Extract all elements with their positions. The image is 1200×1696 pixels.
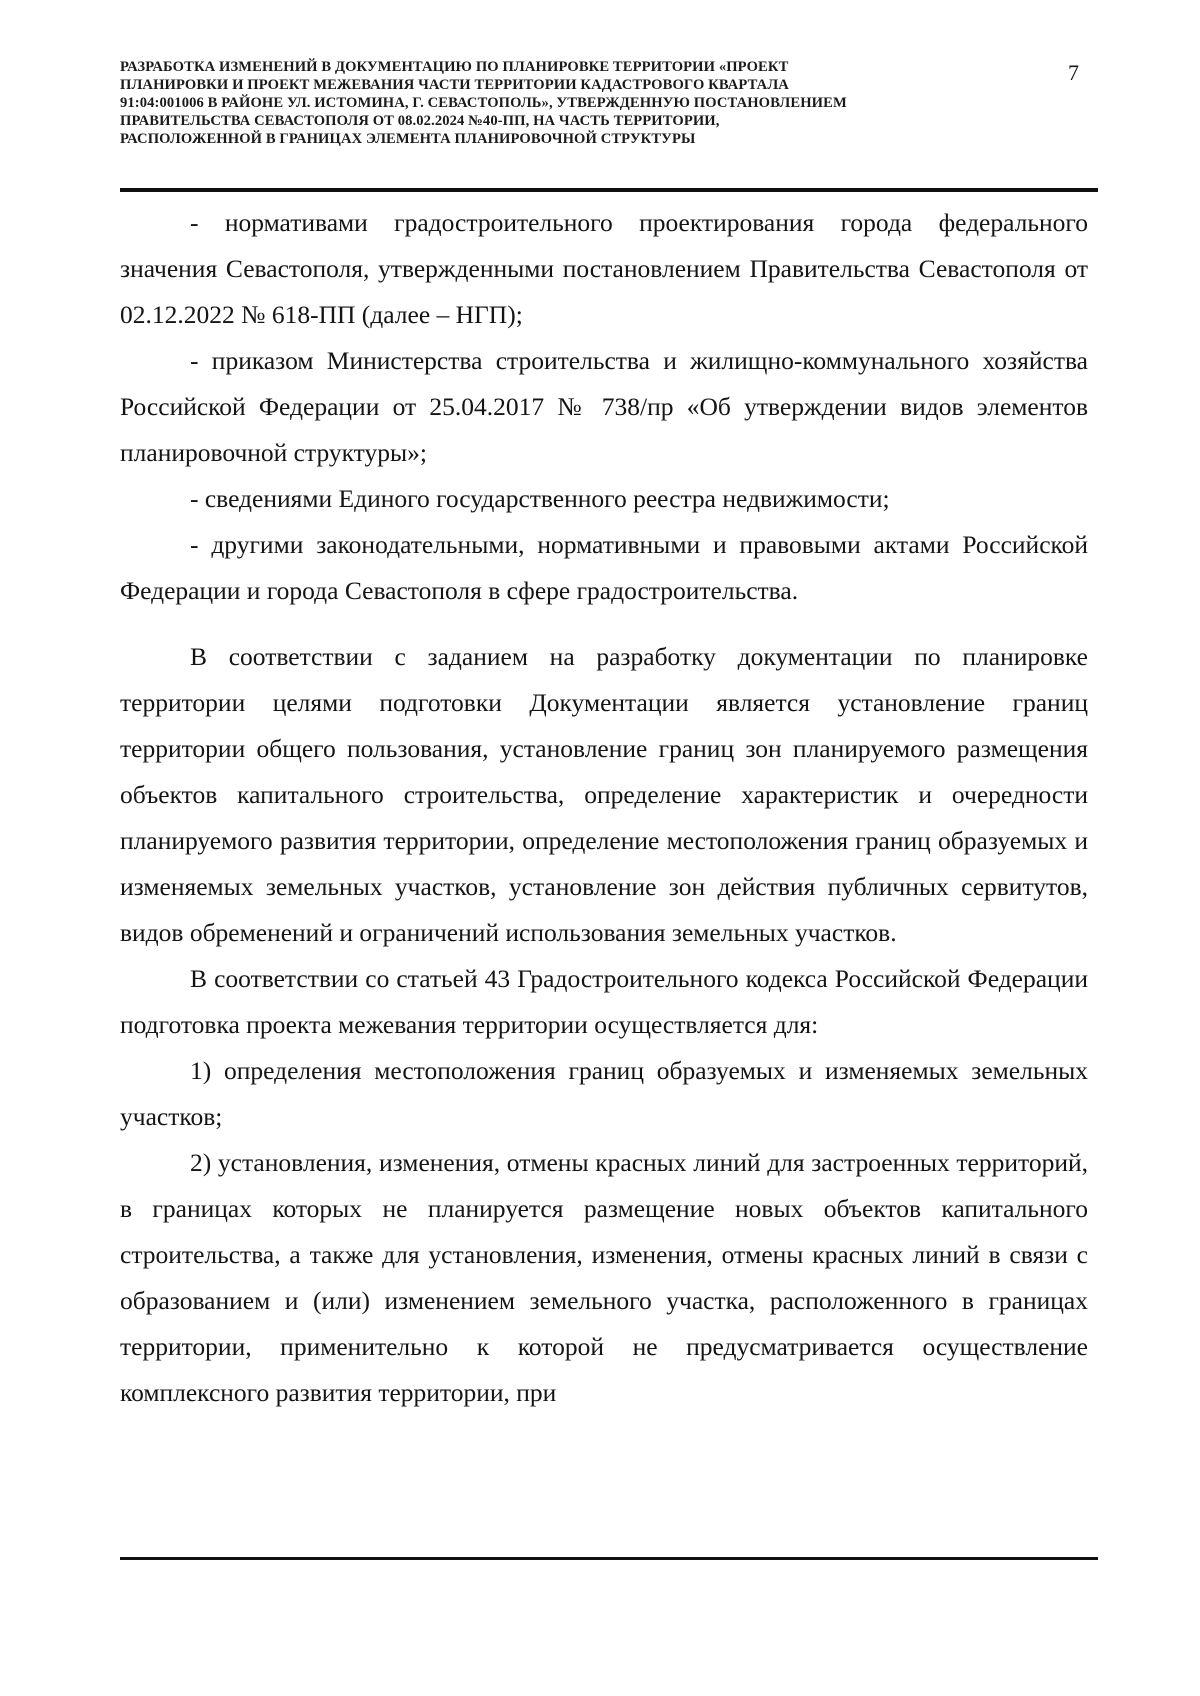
document-body [120,200,1088,1416]
paragraph-list-item: - приказом Министерства строительства и жилищно-коммунального хозяйства Российской Федерации от 25.04.2017 № 738/пр «Об утверждении видов элементов планировочной структуры»; [120,346,1088,467]
paragraph-list-item: - сведениями Единого государственного реестра недвижимости; [190,484,890,513]
header-line: РАСПОЛОЖЕННОЙ В ГРАНИЦАХ ЭЛЕМЕНТА ПЛАНИРОВОЧНОЙ СТРУКТУРЫ [120,131,696,147]
paragraph-list-item: - нормативами градостроительного проектирования города федерального значения Севастополя, утвержденными постановлением Правительства Севастополя от 02.12.2022 № 618-ПП (далее – НГП); [120,208,1088,329]
footer-divider [120,1557,1098,1560]
header-line: РАЗРАБОТКА ИЗМЕНЕНИЙ В ДОКУМЕНТАЦИЮ ПО ПЛАНИРОВКЕ ТЕРРИТОРИИ «ПРОЕКТ [120,59,789,75]
header-line: 91:04:001006 В РАЙОНЕ УЛ. ИСТОМИНА, Г. СЕВАСТОПОЛЬ», УТВЕРЖДЕННУЮ ПОСТАНОВЛЕНИЕМ [120,95,847,111]
header-line: ПЛАНИРОВКИ И ПРОЕКТ МЕЖЕВАНИЯ ЧАСТИ ТЕРРИТОРИИ КАДАСТРОВОГО КВАРТАЛА [120,77,789,93]
running-header [120,58,1020,148]
paragraph: В соответствии с заданием на разработку документации по планировке территории целями подготовки Документации является установление границ территории общего пользования, установление границ зон планируемого размещения объектов капитального строительства, определение характеристик и очередности планируемого развития территории, определение местоположения границ образуемых и изменяемых земельных участков, установление зон действия публичных сервитутов, видов обременений и ограничений использования земельных участков. [120,642,1088,947]
paragraph-numbered-item: 1) определения местоположения границ образуемых и изменяемых земельных участков; [120,1056,1088,1131]
header-line: ПРАВИТЕЛЬСТВА СЕВАСТОПОЛЯ ОТ 08.02.2024 №40-ПП, НА ЧАСТЬ ТЕРРИТОРИИ, [120,113,720,129]
header-divider [120,188,1098,192]
paragraph: В соответствии со статьей 43 Градостроительного кодекса Российской Федерации подготовка проекта межевания территории осуществляется для: [120,964,1088,1039]
paragraph-numbered-item: 2) установления, изменения, отмены красных линий для застроенных территорий, в границах которых не планируется размещение новых объектов капитального строительства, а также для установления, изменения, отмены красных линий в связи с образованием и (или) изменением земельного участка, расположенного в границах территории, применительно к которой не предусматривается осуществление комплексного развития территории, при [120,1148,1088,1407]
paragraph-list-item: - другими законодательными, нормативными и правовыми актами Российской Федерации и города Севастополя в сфере градостроительства. [120,530,1088,605]
page-number: 7 [1068,60,1079,85]
